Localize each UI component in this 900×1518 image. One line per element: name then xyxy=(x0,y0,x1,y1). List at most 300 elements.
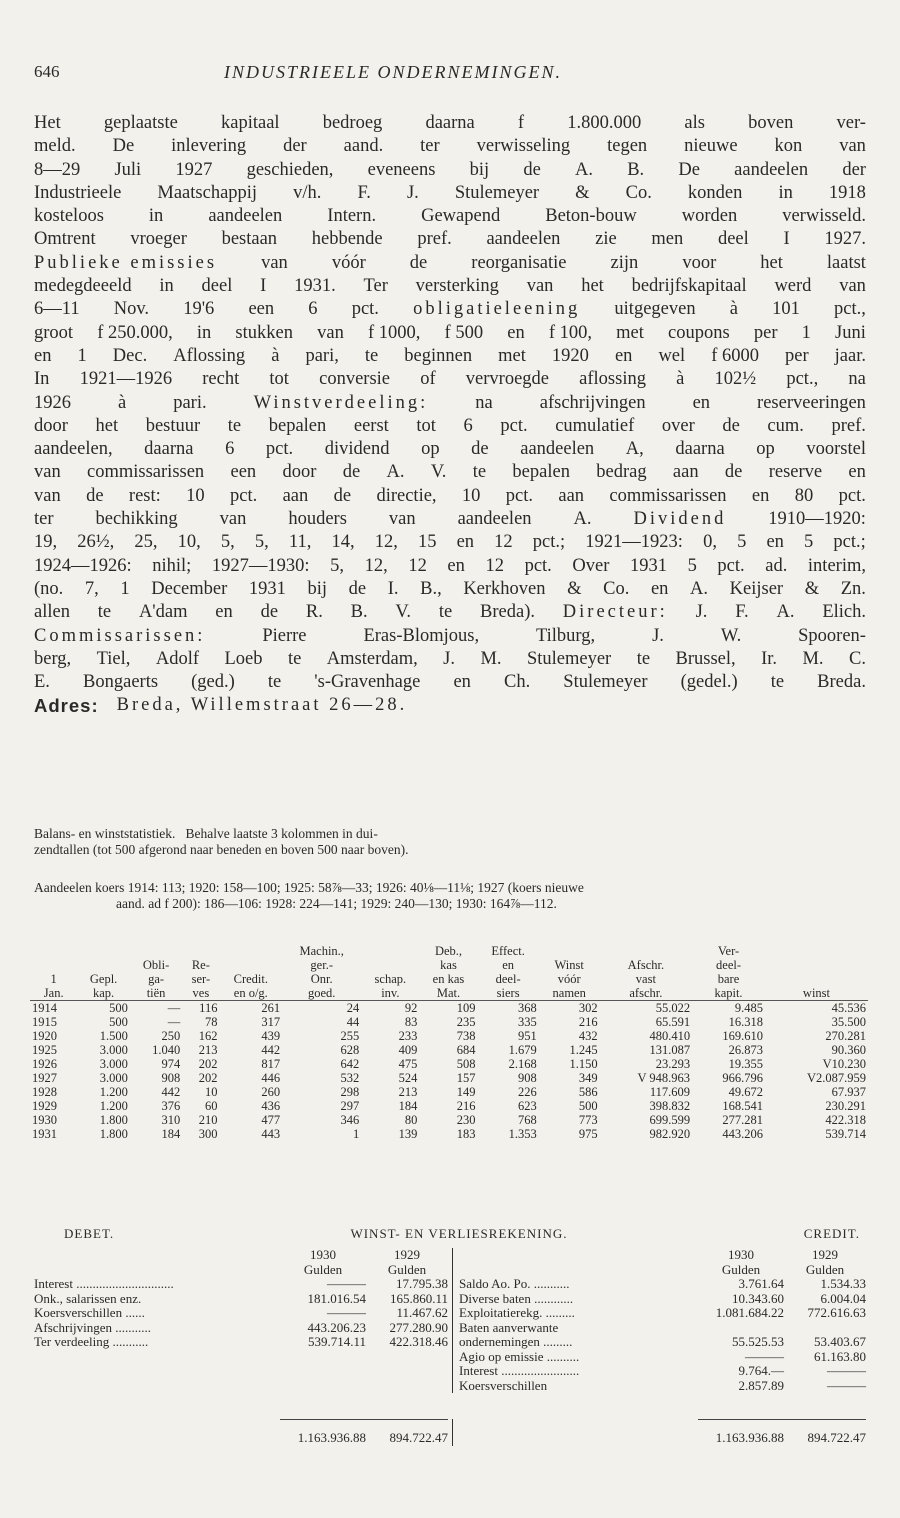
header-cell: goed. xyxy=(282,986,361,1001)
table-cell: 684 xyxy=(456,1043,476,1057)
credit-label: Interest ........................ xyxy=(459,1364,580,1378)
word: & xyxy=(804,578,820,599)
word: te xyxy=(267,672,282,693)
word: boven xyxy=(748,113,794,133)
profit-loss-titles xyxy=(34,1226,866,1244)
credit-total-1930: 1.163.936.88 xyxy=(698,1419,784,1446)
header-cell: kapit. xyxy=(692,986,765,1001)
word: en xyxy=(34,345,52,366)
word: Maatschappij xyxy=(157,182,258,203)
word: pref. xyxy=(831,415,866,436)
word: jaar. xyxy=(834,345,866,366)
balance-statistics-table xyxy=(30,944,868,1141)
table-cell: 1.500 xyxy=(99,1029,128,1043)
word: commissarissen xyxy=(609,485,727,506)
table-cell: 974 xyxy=(161,1057,181,1071)
word: geschieden, xyxy=(246,159,334,180)
table-cell: 642 xyxy=(340,1057,360,1071)
header-cell: ves xyxy=(182,986,219,1001)
table-cell: 1929 xyxy=(32,1099,57,1113)
debet-total-1929: 894.722.47 xyxy=(366,1419,448,1446)
table-cell: 270.281 xyxy=(825,1029,866,1043)
page-number: 646 xyxy=(34,62,60,81)
table-cell: 213 xyxy=(198,1043,218,1057)
word: aandeelen xyxy=(457,509,532,530)
word: 10 xyxy=(186,485,205,506)
profit-loss-grid xyxy=(34,1248,866,1393)
word: 12 xyxy=(494,532,513,553)
word: voorstel xyxy=(806,439,866,460)
word: kon xyxy=(774,136,803,157)
word: 14, xyxy=(331,532,355,553)
word: van xyxy=(839,136,866,157)
header-cell: Mat. xyxy=(419,986,477,1001)
word: Tilburg, xyxy=(536,625,596,646)
running-head: INDUSTRIEELE ONDERNEMINGEN. xyxy=(224,62,562,82)
table-cell: 368 xyxy=(517,1001,537,1015)
table-cell: 409 xyxy=(398,1043,418,1057)
table-cell: 480.410 xyxy=(649,1029,691,1043)
table-header-row xyxy=(30,986,868,1001)
header-cell xyxy=(77,944,129,958)
table-cell: 508 xyxy=(456,1057,476,1071)
word: met xyxy=(498,345,526,366)
word: A. xyxy=(573,509,592,530)
word: daarna xyxy=(144,439,194,460)
word: f 1000, xyxy=(367,322,421,343)
word: met xyxy=(616,322,644,343)
word: geplaatste xyxy=(103,113,178,133)
word: en xyxy=(447,555,465,576)
word: de xyxy=(348,578,367,599)
word: 1 xyxy=(801,322,811,343)
header-cell: en o/g. xyxy=(219,986,282,1001)
word: reorganisatie xyxy=(471,252,567,273)
word: 5 xyxy=(687,555,697,576)
debet-amount: 539.714.11 xyxy=(307,1334,366,1349)
table-cell: 162 xyxy=(198,1029,218,1043)
word: te xyxy=(287,648,302,669)
word: als xyxy=(684,113,705,133)
credit-row xyxy=(459,1292,866,1307)
word: 5, xyxy=(220,532,235,553)
word: tot xyxy=(416,415,436,436)
credit-year-header xyxy=(459,1248,866,1263)
word: Stulemeyer xyxy=(454,182,540,203)
word: allen xyxy=(34,602,70,623)
word: pct. xyxy=(717,555,745,576)
word: vóór xyxy=(331,252,366,273)
paragraph-line xyxy=(34,275,866,298)
paragraph-line xyxy=(34,648,866,671)
word: Elich. xyxy=(822,602,866,623)
word: deel xyxy=(717,229,749,250)
table-cell: 300 xyxy=(198,1127,218,1141)
word: groot xyxy=(34,322,74,343)
word: bechikking xyxy=(95,509,178,530)
word: V. xyxy=(395,602,412,623)
koers-note-line-2: aand. ad f 200): 186—106: 1928: 224—141; 1929: 240—130; 1930: 164⅞—112. xyxy=(116,896,557,911)
word: de xyxy=(86,485,104,506)
header-cell: Onr. xyxy=(310,972,333,986)
balans-note-line-1: Balans- en winststatistiek. Behalve laatste 3 kolommen in dui- xyxy=(34,826,378,841)
table-cell: 349 xyxy=(578,1071,598,1085)
word: uitgegeven xyxy=(614,299,696,320)
table-cell: 116 xyxy=(199,1001,218,1015)
koers-note xyxy=(34,880,866,912)
debet-label: Koersverschillen ...... xyxy=(34,1306,145,1320)
table-cell: 310 xyxy=(161,1113,181,1127)
table-cell: 157 xyxy=(456,1071,476,1085)
word: eerst xyxy=(353,415,389,436)
paragraph-line xyxy=(34,345,866,368)
word: F. xyxy=(735,602,749,623)
credit-unit-1929: Gulden xyxy=(805,1261,845,1277)
word: van xyxy=(388,509,416,530)
word: Aflossing xyxy=(173,345,246,366)
word: per xyxy=(785,345,809,366)
word: Ir. xyxy=(761,648,778,669)
table-cell: 10 xyxy=(204,1085,218,1099)
table-cell: 443 xyxy=(261,1127,281,1141)
word: en xyxy=(215,602,233,623)
table-cell: 817 xyxy=(261,1057,281,1071)
word: ver- xyxy=(836,113,866,133)
table-cell: 1.040 xyxy=(152,1043,181,1057)
table-cell: 738 xyxy=(456,1029,476,1043)
paragraph-line xyxy=(34,485,866,508)
table-cell: 210 xyxy=(198,1113,218,1127)
table-cell: 44 xyxy=(346,1015,360,1029)
credit-label: Saldo Ao. Po. ........... xyxy=(459,1277,570,1291)
word: E. xyxy=(34,672,50,693)
word: f 500 xyxy=(444,322,484,343)
word: van xyxy=(261,252,288,273)
word: in xyxy=(778,182,793,203)
debet-amount: 165.860.11 xyxy=(389,1290,448,1306)
credit-row xyxy=(459,1364,866,1379)
word: men xyxy=(651,229,684,250)
word: J. xyxy=(695,602,708,623)
debet-label: Afschrijvingen ........... xyxy=(34,1320,151,1335)
word: de xyxy=(342,462,361,483)
word: A. xyxy=(575,159,594,180)
page-header xyxy=(34,58,866,88)
word: B. xyxy=(627,159,645,180)
word: cumulatief xyxy=(555,415,635,436)
word: J. xyxy=(443,648,455,669)
table-cell: 2.168 xyxy=(508,1057,537,1071)
header-cell: Effect. xyxy=(491,944,525,958)
table-cell: 139 xyxy=(398,1127,418,1141)
debet-unit-1929: Gulden xyxy=(387,1261,427,1277)
table-cell: 436 xyxy=(261,1099,281,1113)
credit-year-1929: 1929 xyxy=(812,1247,838,1262)
word: rest: xyxy=(128,485,161,506)
balans-note xyxy=(34,826,866,858)
credit-label: Exploitatierekg. ......... xyxy=(459,1306,575,1320)
word: (no. xyxy=(34,578,64,599)
header-cell: vast xyxy=(635,972,656,986)
word: pref. xyxy=(417,229,452,250)
word: bedroeg xyxy=(322,113,383,133)
word: Nov. xyxy=(113,299,150,320)
word: coupons xyxy=(668,322,730,343)
word: 19, xyxy=(34,532,58,553)
debet-unit-header xyxy=(34,1263,448,1278)
word: aandeelen, xyxy=(34,439,113,460)
word: (gedel.) xyxy=(680,672,738,693)
word: 26½, xyxy=(77,532,115,553)
paragraph-line xyxy=(34,415,866,438)
table-cell: 65.591 xyxy=(655,1015,691,1029)
word: nihil; xyxy=(152,555,192,576)
header-cell xyxy=(182,944,219,958)
word: 12, xyxy=(364,555,388,576)
word: op xyxy=(756,439,775,460)
credit-amount: ——— xyxy=(745,1348,784,1364)
word: 80 xyxy=(794,485,814,506)
table-cell: 442 xyxy=(261,1043,281,1057)
word: of xyxy=(420,369,436,390)
word: door xyxy=(282,462,317,483)
word: I. xyxy=(387,578,399,599)
paragraph-line xyxy=(34,322,866,345)
paragraph-line xyxy=(34,135,866,158)
table-cell: 216 xyxy=(578,1015,598,1029)
word: zijn xyxy=(610,252,639,273)
table-cell: 297 xyxy=(340,1099,360,1113)
word: December xyxy=(151,578,228,599)
word: Gewapend xyxy=(421,206,501,227)
word: Intern. xyxy=(327,206,377,227)
profit-loss-account xyxy=(34,1226,866,1446)
table-cell: 500 xyxy=(109,1015,128,1029)
word: V. xyxy=(430,462,447,483)
word: houders xyxy=(288,509,347,530)
word: De xyxy=(678,159,700,180)
credit-row xyxy=(459,1277,866,1292)
word: van xyxy=(34,462,61,483)
table-cell: 1.679 xyxy=(508,1043,537,1057)
credit-amount: ——— xyxy=(827,1363,866,1378)
paragraph-line xyxy=(34,392,866,415)
word: te xyxy=(438,602,453,623)
word: 5, xyxy=(330,555,344,576)
word: beginnen xyxy=(404,345,473,366)
word: aan xyxy=(282,485,309,506)
paragraph-line xyxy=(34,601,866,624)
credit-row xyxy=(459,1306,866,1321)
table-cell: 250 xyxy=(161,1029,181,1043)
word: aand. xyxy=(343,136,384,157)
header-cell xyxy=(361,944,419,958)
header-cell: en xyxy=(502,958,515,972)
word: het xyxy=(760,252,783,273)
debet-row xyxy=(34,1277,448,1292)
address-label: Adres: xyxy=(34,695,99,717)
table-cell: 446 xyxy=(261,1071,281,1085)
word: bij xyxy=(469,159,490,180)
word: aan xyxy=(672,462,699,483)
word: 1931 xyxy=(629,555,667,576)
koers-note-line-1: Aandeelen koers 1914: 113; 1920: 158—100; 1925: 58⅞—33; 1926: 40⅛—11⅛; 1927 (koers nieuwe xyxy=(34,880,584,895)
word: het xyxy=(581,276,604,297)
table-cell: 317 xyxy=(261,1015,281,1029)
word: Omtrent xyxy=(34,229,96,250)
word: F. xyxy=(357,182,371,203)
word: op xyxy=(421,439,440,460)
table-cell: 92 xyxy=(404,1001,418,1015)
word: te xyxy=(364,345,379,366)
word: kapitaal xyxy=(221,113,280,133)
debet-year-1929: 1929 xyxy=(394,1247,420,1262)
word: pari. xyxy=(173,392,207,413)
credit-amount: 3.761.64 xyxy=(738,1276,784,1291)
header-cell: kas xyxy=(440,958,457,972)
word: I xyxy=(260,276,267,297)
paragraph-lines xyxy=(34,112,866,694)
header-cell: en kas xyxy=(432,972,465,986)
word: v/h. xyxy=(293,182,322,203)
credit-unit-1930: Gulden xyxy=(721,1261,761,1277)
word: à xyxy=(118,392,127,413)
table-cell: 1.200 xyxy=(99,1099,128,1113)
word: Adolf xyxy=(155,648,200,669)
debet-amount: 181.016.54 xyxy=(307,1290,366,1306)
credit-row xyxy=(459,1350,866,1365)
debet-title: DEBET. xyxy=(64,1226,115,1241)
credit-amount: 9.764.— xyxy=(738,1363,784,1378)
word: cum. xyxy=(767,415,804,436)
table-cell: 532 xyxy=(340,1071,360,1085)
table-cell: 230.291 xyxy=(825,1099,866,1113)
word: Zn. xyxy=(840,578,866,599)
credit-label: Koersverschillen xyxy=(459,1378,548,1393)
table-cell: 67.937 xyxy=(831,1085,866,1099)
word: Breda). xyxy=(480,602,535,623)
word: bedrag xyxy=(596,462,647,483)
table-cell: 500 xyxy=(578,1099,598,1113)
word: van xyxy=(219,509,247,530)
word: bedrijfskapitaal xyxy=(631,276,747,297)
address-line xyxy=(34,694,866,717)
word: pct.; xyxy=(532,532,566,553)
word: en xyxy=(766,532,784,553)
table-cell: 1920 xyxy=(32,1029,57,1043)
word: Tiel, xyxy=(96,648,131,669)
table-cell: 1.200 xyxy=(99,1085,128,1099)
word: 5 xyxy=(804,532,814,553)
table-cell: 1915 xyxy=(32,1015,57,1029)
word: J. xyxy=(406,182,419,203)
word: 0, xyxy=(703,532,717,553)
word: interim, xyxy=(807,555,866,576)
paragraph-line xyxy=(34,625,866,648)
word: vroeger xyxy=(130,229,187,250)
word: pct. xyxy=(500,415,528,436)
header-cell xyxy=(539,944,600,958)
word: te xyxy=(97,602,112,623)
table-cell: 168.541 xyxy=(722,1099,763,1113)
table-cell: 109 xyxy=(456,1001,476,1015)
word: pct. xyxy=(838,485,866,506)
table-cell: 500 xyxy=(109,1001,128,1015)
word: na xyxy=(848,369,866,390)
word: f xyxy=(517,113,525,133)
word: in xyxy=(148,206,164,227)
table-cell: 23.293 xyxy=(655,1057,691,1071)
paragraph-line xyxy=(34,555,866,578)
credit-label: Baten aanverwante xyxy=(459,1320,559,1335)
word: A. xyxy=(690,578,709,599)
table-cell: 1.245 xyxy=(569,1043,598,1057)
table-cell: 233 xyxy=(398,1029,418,1043)
header-cell: afschr. xyxy=(600,986,692,1001)
header-cell: Jan. xyxy=(30,986,77,1001)
table-cell: 477 xyxy=(261,1113,281,1127)
table-cell: 3.000 xyxy=(99,1057,128,1071)
word: konden xyxy=(687,182,743,203)
debet-row xyxy=(34,1306,448,1321)
word: de xyxy=(409,252,428,273)
word: A'dam xyxy=(138,602,188,623)
word: 5 xyxy=(737,532,747,553)
word: aandeelen xyxy=(520,439,595,460)
credit-year-1930: 1930 xyxy=(728,1247,754,1262)
word: na xyxy=(475,392,493,413)
word: 7, xyxy=(84,578,99,599)
table-cell: 3.000 xyxy=(99,1043,128,1057)
header-cell xyxy=(30,944,77,958)
word: R. xyxy=(305,602,323,623)
table-cell: 1 xyxy=(353,1127,360,1141)
table-row xyxy=(30,1057,868,1071)
word: I xyxy=(783,229,790,250)
table-cell: 1928 xyxy=(32,1085,57,1099)
table-header-row xyxy=(30,958,868,972)
word: dividend xyxy=(324,439,390,460)
paragraph-line xyxy=(34,461,866,484)
table-cell: 586 xyxy=(578,1085,598,1099)
table-row xyxy=(30,1043,868,1057)
word: C. xyxy=(849,648,866,669)
word: 19'6 xyxy=(183,299,215,320)
word: à xyxy=(676,369,685,390)
word: van xyxy=(34,485,61,506)
debet-amount: ——— xyxy=(327,1276,366,1291)
word: Over xyxy=(572,555,610,576)
debet-label: Interest .............................. xyxy=(34,1277,174,1291)
balans-note-line-2: zendtallen (tot 500 afgerond naar beneden en boven 500 naar boven). xyxy=(34,842,409,857)
header-cell: vóór xyxy=(557,972,581,986)
word: 102½ xyxy=(714,369,757,390)
table-cell: 346 xyxy=(340,1113,360,1127)
table-cell: 539.714 xyxy=(825,1127,866,1141)
debet-totals xyxy=(34,1419,453,1446)
word: en xyxy=(453,672,471,693)
word: daarna xyxy=(675,439,725,460)
table-cell: 35.500 xyxy=(831,1015,866,1029)
word: pct., xyxy=(834,299,866,320)
header-cell: bare xyxy=(717,972,740,986)
word: conversie xyxy=(319,369,391,390)
word: Het xyxy=(34,113,61,133)
word: te xyxy=(770,672,785,693)
paragraph-line xyxy=(34,182,866,205)
table-cell: 422.318 xyxy=(825,1113,866,1127)
word: Stulemeyer xyxy=(563,672,648,693)
